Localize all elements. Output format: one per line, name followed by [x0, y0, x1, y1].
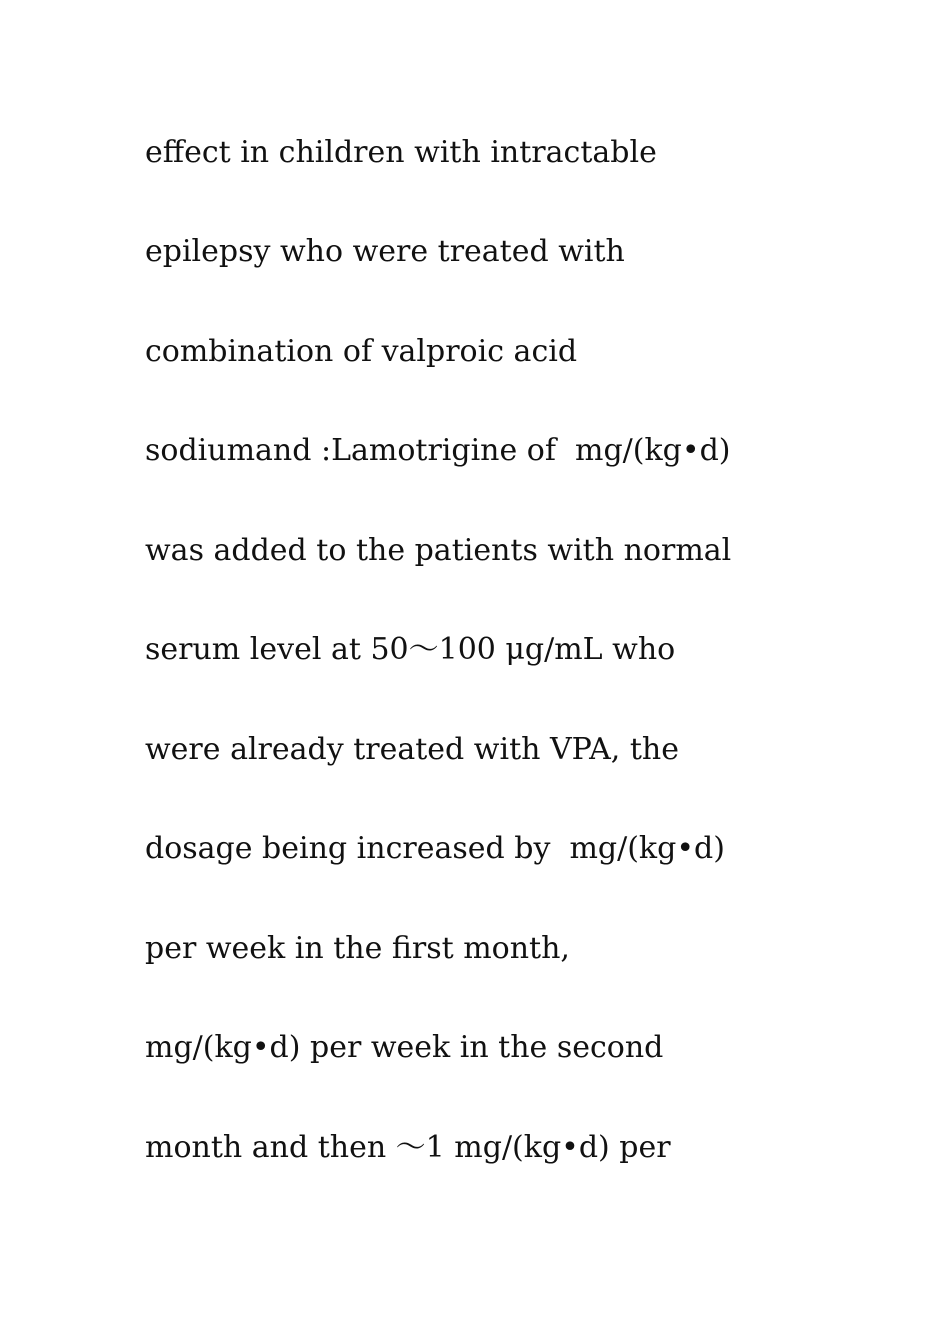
text-line: effect in children with intractable: [145, 135, 657, 170]
text-line: per week in the first month,: [145, 931, 570, 966]
text-line: dosage being increased by mg/(kg•d): [145, 831, 725, 866]
text-line: serum level at 50～100 μg/mL who: [145, 632, 676, 667]
text-line: epilepsy who were treated with: [145, 234, 625, 269]
text-line: was added to the patients with normal: [145, 533, 732, 568]
text-line: sodiumand :Lamotrigine of mg/(kg•d): [145, 433, 731, 468]
text-line: month and then ～1 mg/(kg•d) per: [145, 1130, 671, 1165]
text-line: mg/(kg•d) per week in the second: [145, 1030, 664, 1065]
text-line: were already treated with VPA, the: [145, 732, 679, 767]
text-line: combination of valproic acid: [145, 334, 578, 369]
